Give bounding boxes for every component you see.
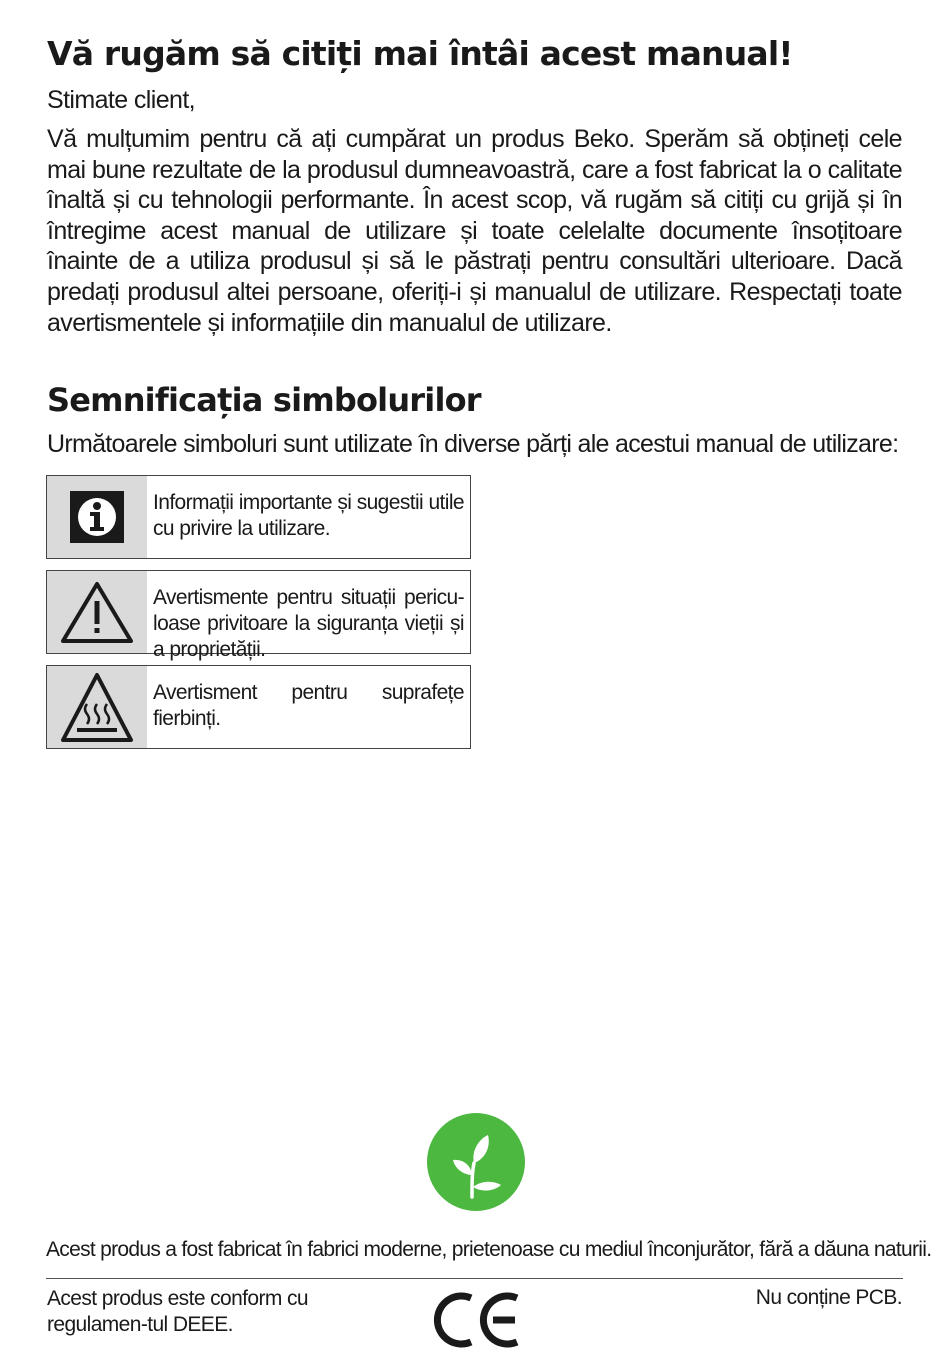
weee-statement: Acest produs este conform cu regulamen-tul DEEE. bbox=[47, 1287, 308, 1336]
greeting: Stimate client, bbox=[47, 86, 196, 114]
symbols-heading: Semnificația simbolurilor bbox=[47, 381, 481, 419]
info-icon bbox=[47, 476, 147, 558]
symbol-hot-surface-text: Avertisment pentru suprafețe fierbinți. bbox=[153, 681, 464, 730]
pcb-statement: Nu conține PCB. bbox=[755, 1286, 902, 1309]
symbols-intro: Următoarele simboluri sunt utilizate în diverse părți ale acestui manual de utilizare: bbox=[47, 430, 899, 458]
symbol-row-info bbox=[46, 475, 471, 559]
hot-surface-icon bbox=[47, 666, 147, 748]
symbol-info-text: Informații importante și sugestii utile cu privire la utilizare. bbox=[153, 491, 464, 540]
symbol-row-warning bbox=[46, 570, 471, 661]
eco-leaf-icon bbox=[427, 1113, 525, 1211]
symbol-warning-text: Avertismente pentru situații pericu-loase privitoare la siguranța vieții și a proprietății. bbox=[153, 586, 464, 661]
warning-icon bbox=[47, 571, 147, 653]
divider bbox=[46, 1278, 903, 1279]
ce-mark-icon bbox=[433, 1290, 521, 1350]
main-heading: Vă rugăm să citiți mai întâi acest manual! bbox=[47, 34, 793, 73]
symbol-row-hot-surface bbox=[46, 665, 471, 749]
intro-paragraph: Vă mulțumim pentru că ați cumpărat un produs Beko. Sperăm să obțineți cele mai bune rezultate de la produsul dumneavoastră, care a fost fabricat la o calitate înaltă și cu tehnologii performante. În acest scop, vă rugăm să citiți cu grijă și în întregime acest manual de utilizare și toate celelalte documente însoțitoare înainte de a utiliza produsul și să le păstrați pentru consultări ulterioare. Dacă predați produsul altei persoane, oferiți-i și manualul de utilizare. Respectați toate avertismentele și informațiile din manualul de utilizare. bbox=[47, 125, 902, 337]
eco-statement: Acest produs a fost fabricat în fabrici moderne, prietenoase cu mediul înconjurător, fără a dăuna naturii. bbox=[46, 1238, 932, 1261]
